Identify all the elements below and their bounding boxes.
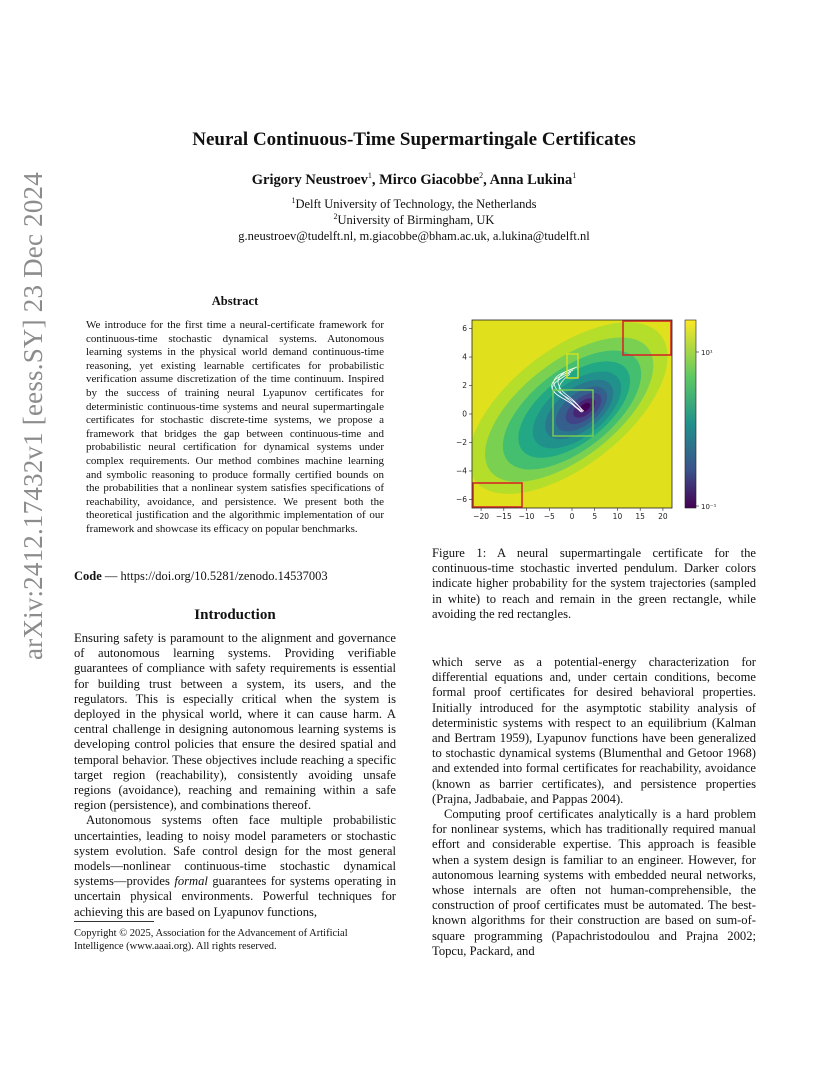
- y-tick-label: 4: [462, 352, 467, 362]
- affiliation-mark: 1: [291, 196, 296, 205]
- paragraph: Ensuring safety is paramount to the alignment and governance of autonomous learning systems. Providing verifiable guarantees of compliance with safety requirements is essential for building trust between a system, its users, and the regulators. This is especially critical when the system is deployed in the physical world, where it can cause harm. A central challenge in designing autonomous learning systems is developing control policies that ensure the desired spatial and temporal behavior. These objectives include reaching a specific target region (reachability), consistently avoiding unsafe regions (avoidance), reaching and remaining within a safe region (persistence), and combinations thereof.: [74, 631, 396, 813]
- x-axis-ticks: [473, 508, 668, 521]
- emphasis: formal: [174, 874, 208, 889]
- code-label: Code: [74, 569, 102, 583]
- author-affiliation-mark: 1: [572, 171, 577, 180]
- y-tick-label: 2: [462, 381, 467, 391]
- figure-1: [432, 310, 756, 525]
- y-tick-label: −6: [455, 495, 467, 505]
- heatmap-field: [439, 310, 696, 525]
- x-tick-label: 15: [635, 512, 645, 521]
- author-name: Mirco Giacobbe: [379, 172, 480, 188]
- certificate-heatmap: [432, 310, 756, 525]
- x-tick-label: −10: [518, 512, 535, 521]
- author-affiliation-mark: 2: [479, 171, 484, 180]
- affiliation: [0, 197, 828, 212]
- arxiv-identifier: arXiv:2412.17432v1 [eess.SY] 23 Dec 2024: [18, 172, 48, 660]
- code-link[interactable]: https://doi.org/10.5281/zenodo.14537003: [120, 569, 328, 583]
- text-run: Autonomous systems often face multiple probabilistic uncertainties, leading to noisy model parameters or stochastic system evolution. Safe control design for the most general models—nonlinear continuous-time stochastic dynamical systems—provides: [74, 813, 396, 889]
- x-tick-label: 5: [592, 512, 598, 521]
- y-tick-label: 0: [462, 409, 467, 419]
- introduction-body: [74, 631, 396, 920]
- y-tick-label: −2: [455, 438, 467, 448]
- paper-title: Neural Continuous-Time Supermartingale Certificates: [192, 129, 636, 150]
- code-availability: [74, 569, 396, 584]
- x-tick-label: 0: [569, 512, 575, 521]
- paragraph: Computing proof certificates analytically is a hard problem for nonlinear systems, which has traditionally required manual effort and considerable expertise. This approach is feasible when a system design is familiar to an engineer. However, for autonomous learning systems with embedded neural networks, whose internals are often not human-comprehensible, the construction of proof certificates must be automated. The best-known algorithms for their construction are based on sum-of-square programming (Papachristodoulou and Prajna 2002; Topcu, Packard, and: [432, 807, 756, 958]
- x-tick-label: −15: [495, 512, 512, 521]
- x-tick-label: 20: [658, 512, 668, 521]
- y-axis-ticks: [456, 324, 472, 504]
- colorbar-bottom-label: 10⁻¹: [701, 503, 717, 511]
- author-list: Grigory Neustroev$^1$, Mirco Giacobbe$^2$, Anna Lukina$^1$: [251, 171, 577, 188]
- affiliation-text: Delft University of Technology, the Netherlands: [295, 197, 537, 211]
- figure-caption: Figure 1: A neural supermartingale certificate for the continuous-time stochastic inverted pendulum. Darker colors indicate higher probability for the system trajectories (sampled in white) to reach and remain in the green rectangle, while avoiding the red rectangles.: [432, 546, 756, 621]
- footnote-divider: [74, 921, 154, 922]
- affiliation-text: University of Birmingham, UK: [337, 213, 495, 227]
- x-tick-label: −5: [543, 512, 555, 521]
- copyright-footnote: Copyright © 2025, Association for the Advancement of Artificial Intelligence (www.aaai.org). All rights reserved.: [74, 928, 348, 952]
- x-tick-label: 10: [612, 512, 623, 521]
- y-tick-label: −4: [455, 466, 467, 476]
- paragraph: which serve as a potential-energy characterization for differential equations and, under certain conditions, become formal proof certificates for desired behavioral properties. Initially introduced for the asymptotic stability analysis of deterministic systems with respect to an equilibrium (Kalman and Bertram 1959), Lyapunov functions have been generalized to stochastic dynamical systems (Blumenthal and Getoor 1968) and extended into formal certificates for reachability, avoidance (known as barrier certificates), and persistence properties (Prajna, Jadbabaie, and Pappas 2004).: [432, 655, 756, 806]
- code-separator: —: [101, 569, 121, 583]
- text-run: guarantees for systems operating in uncertain physical environments. Powerful techniques for achieving this are based on Lyapunov functions,: [74, 874, 397, 919]
- affiliation-mark: 2: [333, 212, 338, 221]
- author-emails[interactable]: g.neustroev@tudelft.nl, m.giacobbe@bham.ac.uk, a.lukina@tudelft.nl: [238, 229, 590, 243]
- author-name: Anna Lukina: [489, 172, 573, 188]
- right-column-body: [432, 655, 756, 959]
- author-name: Grigory Neustroev: [251, 172, 368, 188]
- paragraph: [74, 813, 396, 919]
- colorbar-top-label: 10¹: [701, 349, 713, 357]
- x-tick-label: −20: [473, 512, 490, 521]
- abstract-text: We introduce for the first time a neural-certificate framework for continuous-time stochastic dynamical systems. Autonomous learning systems in the physical world demand continuous-time reasoning, yet existing learnable certificates for probabilistic verification assume discretization of the time continuum. Inspired by the success of training neural Lyapunov certificates for deterministic continuous-time systems and neural supermartingale certificates for stochastic discrete-time systems, we propose a framework that bridges the gap between continuous-time and probabilistic neural certification for dynamical systems under complex requirements. Our method combines machine learning and symbolic reasoning to produce formally certified bounds on the probabilities that a nonlinear system satisfies specifications of reachability, avoidance, and persistence. We present both the theoretical justification and the algorithmic implementation of our framework and showcase its efficacy on popular benchmarks.: [86, 319, 384, 535]
- affiliation: [0, 213, 828, 228]
- colorbar: [685, 320, 696, 508]
- author-affiliation-mark: 1: [367, 171, 372, 180]
- section-heading-introduction: Introduction: [194, 607, 276, 623]
- y-tick-label: 6: [462, 324, 467, 334]
- abstract-heading: Abstract: [211, 294, 259, 308]
